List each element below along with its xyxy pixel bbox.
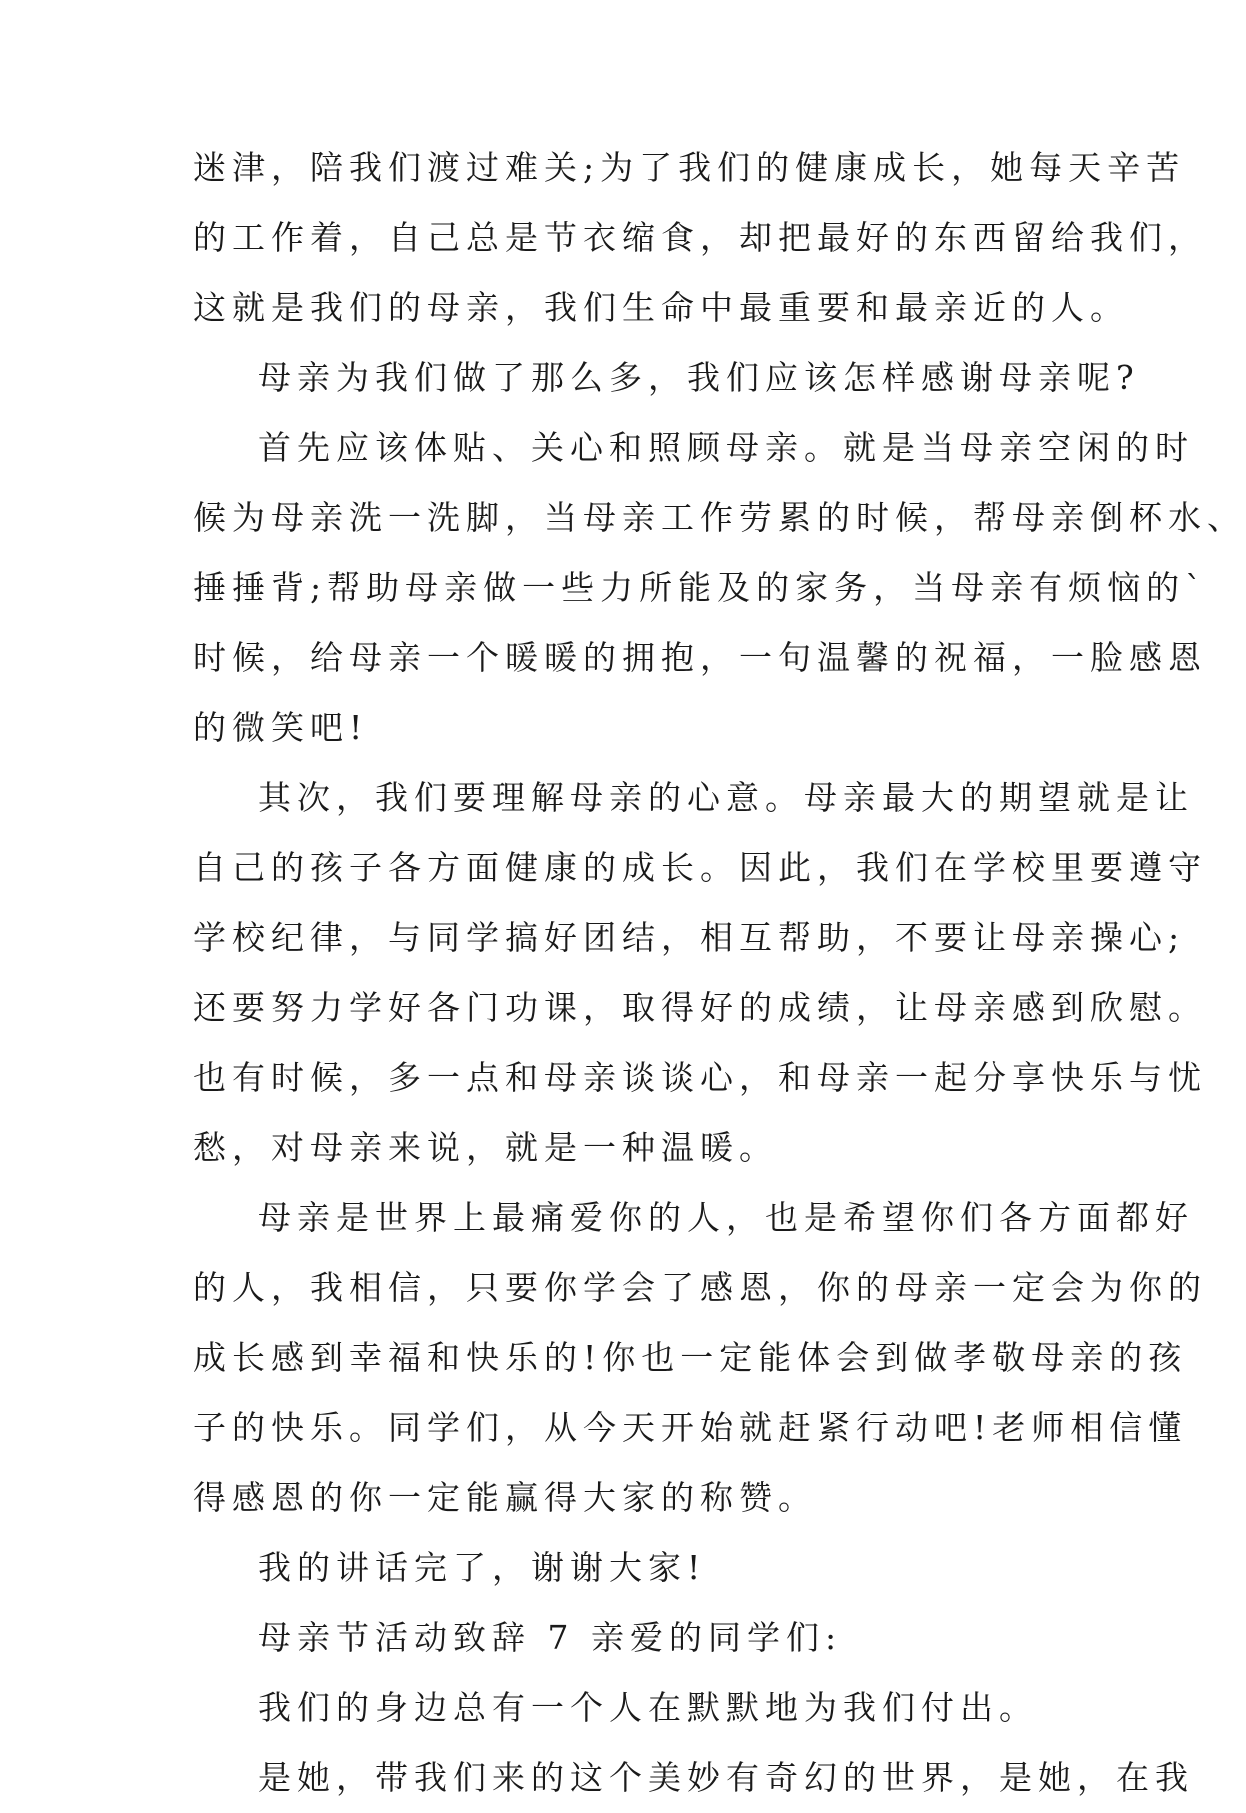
text-line: 迷津，陪我们渡过难关;为了我们的健康成长，她每天辛苦: [193, 148, 1186, 187]
text-line: 愁，对母亲来说，就是一种温暖。: [193, 1128, 778, 1167]
text-line: 成长感到幸福和快乐的!你也一定能体会到做孝敬母亲的孩: [193, 1338, 1188, 1377]
text-line: 的人，我相信，只要你学会了感恩，你的母亲一定会为你的: [193, 1268, 1207, 1307]
text-line: 这就是我们的母亲，我们生命中最重要和最亲近的人。: [193, 288, 1129, 327]
text-line: 候为母亲洗一洗脚，当母亲工作劳累的时候，帮母亲倒杯水、: [193, 498, 1246, 537]
text-line: 的微笑吧!: [193, 708, 369, 747]
text-line: 是她，带我们来的这个美妙有奇幻的世界，是她，在我: [258, 1758, 1194, 1797]
text-line: 母亲节活动致辞 7 亲爱的同学们:: [258, 1618, 843, 1657]
text-line: 还要努力学好各门功课，取得好的成绩，让母亲感到欣慰。: [193, 988, 1207, 1027]
text-line: 也有时候，多一点和母亲谈谈心，和母亲一起分享快乐与忧: [193, 1058, 1207, 1097]
text-line: 捶捶背;帮助母亲做一些力所能及的家务，当母亲有烦恼的`: [193, 568, 1208, 607]
text-line: 我们的身边总有一个人在默默地为我们付出。: [258, 1688, 1038, 1727]
text-line: 子的快乐。同学们，从今天开始就赶紧行动吧!老师相信懂: [193, 1408, 1188, 1447]
text-line: 我的讲话完了，谢谢大家!: [258, 1548, 707, 1587]
text-line: 得感恩的你一定能赢得大家的称赞。: [193, 1478, 817, 1517]
text-line: 自己的孩子各方面健康的成长。因此，我们在学校里要遵守: [193, 848, 1207, 887]
text-line: 母亲为我们做了那么多，我们应该怎样感谢母亲呢?: [258, 358, 1140, 397]
text-line: 母亲是世界上最痛爱你的人，也是希望你们各方面都好: [258, 1198, 1194, 1237]
text-line: 学校纪律，与同学搞好团结，相互帮助，不要让母亲操心;: [193, 918, 1186, 957]
text-line: 其次，我们要理解母亲的心意。母亲最大的期望就是让: [258, 778, 1194, 817]
text-line: 首先应该体贴、关心和照顾母亲。就是当母亲空闲的时: [258, 428, 1194, 467]
text-line: 的工作着，自己总是节衣缩食，却把最好的东西留给我们，: [193, 218, 1207, 257]
text-line: 时候，给母亲一个暖暖的拥抱，一句温馨的祝福，一脸感恩: [193, 638, 1207, 677]
